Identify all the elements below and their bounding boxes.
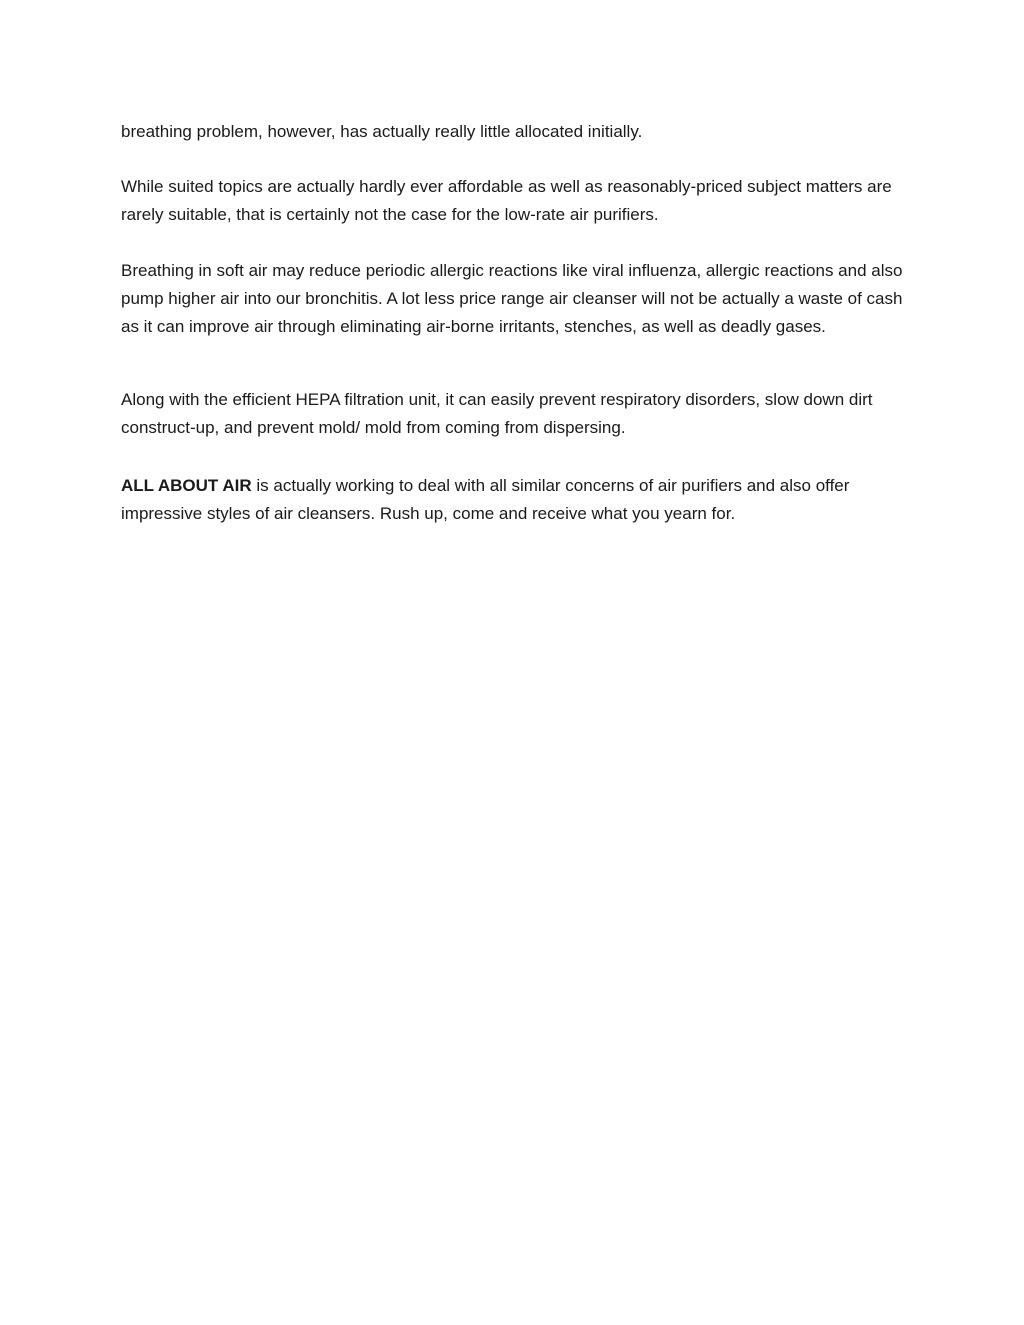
paragraph-breathing-problem: breathing problem, however, has actually really little allocated initially. [121, 122, 643, 141]
paragraph-all-about-air-text: is actually working to deal with all similar concerns of air purifiers and also offer impressive styles of air cleansers. Rush up, come and receive what you yearn for. [121, 476, 850, 523]
paragraph-all-about-air [121, 472, 911, 528]
paragraph-suited-topics: While suited topics are actually hardly ever affordable as well as reasonably-priced subject matters are rarely suitable, that is certainly not the case for the low-rate air purifiers. [121, 177, 892, 224]
paragraph-soft-air: Breathing in soft air may reduce periodic allergic reactions like viral influenza, allergic reactions and also pump higher air into our bronchitis. A lot less price range air cleanser will not be actually a waste of cash as it can improve air through eliminating air-borne irritants, stenches, as well as deadly gases. [121, 261, 903, 336]
paragraph-hepa-filtration: Along with the efficient HEPA filtration unit, it can easily prevent respiratory disorders, slow down dirt construct-up, and prevent mold/ mold from coming from dispersing. [121, 390, 873, 437]
brand-name: ALL ABOUT AIR [121, 476, 252, 495]
